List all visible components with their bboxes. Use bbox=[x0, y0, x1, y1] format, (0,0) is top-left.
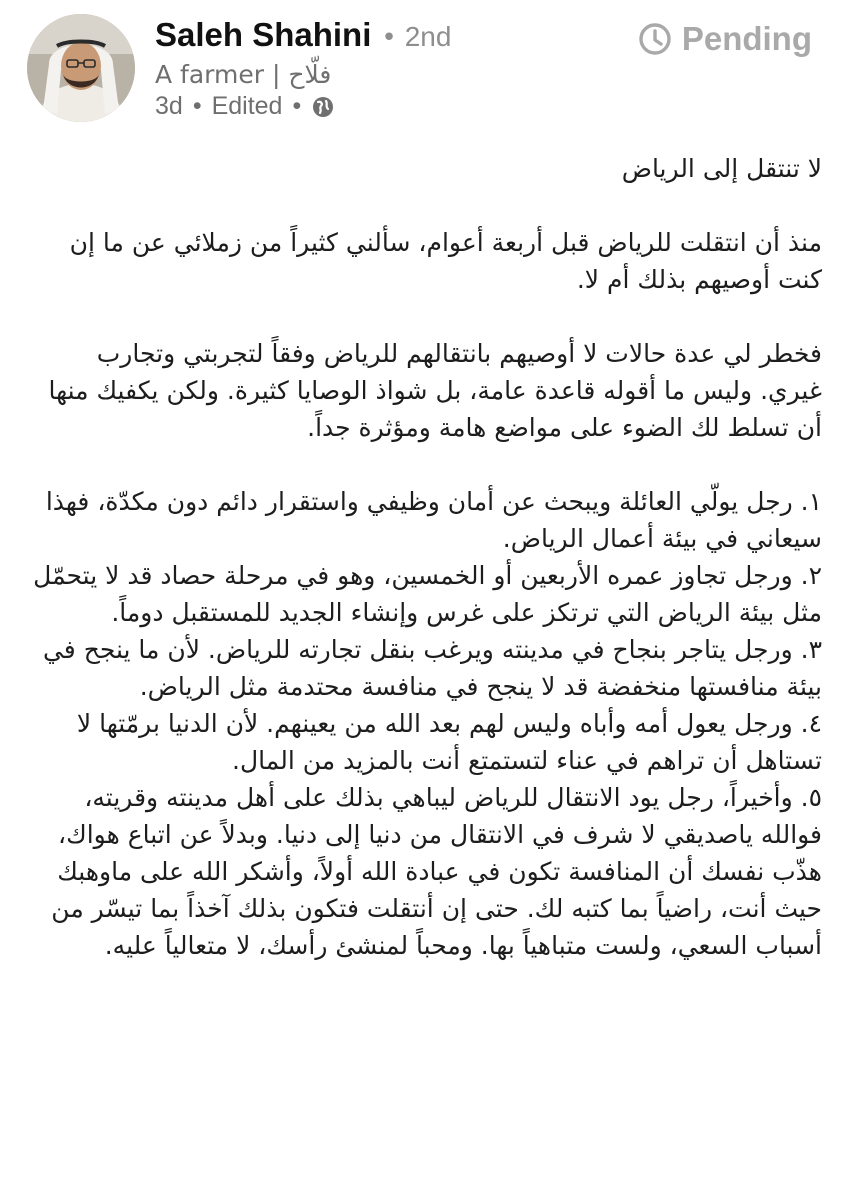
post-point-2: ٢. ورجل تجاوز عمره الأربعين أو الخمسين، وهو في مرحلة حصاد قد لا يتحمّل مثل بيئة الرياض التي ترتكز على غرس وإنشاء الجديد للمستقبل دوماً. bbox=[33, 561, 822, 627]
separator-dot: • bbox=[192, 92, 202, 120]
author-name[interactable]: Saleh Shahini bbox=[155, 16, 372, 53]
edited-label: Edited bbox=[211, 92, 283, 120]
author-name-line bbox=[155, 16, 451, 54]
post-body bbox=[30, 150, 822, 964]
paragraph-gap bbox=[30, 446, 822, 483]
post-point-3: ٣. ورجل يتاجر بنجاح في مدينته ويرغب بنقل تجارته للرياض. لأن ما ينجح في بيئة منافستها منخفضة قد لا ينجح في منافسة محتدمة مثل الرياض. bbox=[42, 635, 822, 701]
post-title: لا تنتقل إلى الرياض bbox=[621, 154, 822, 183]
clock-icon bbox=[638, 22, 672, 56]
pending-button[interactable] bbox=[638, 20, 812, 58]
paragraph-gap bbox=[30, 187, 822, 224]
author-headline: A farmer | فلّاح bbox=[155, 60, 332, 89]
post-point-4: ٤. ورجل يعول أمه وأباه وليس لهم بعد الله من يعينهم. لأن الدنيا برمّتها لا تستاهل أن تراهم في عناء لتستمتع أنت بالمزيد من المال. bbox=[76, 709, 822, 775]
post-time: 3d bbox=[155, 92, 183, 120]
post-point-5: ٥. وأخيراً، رجل يود الانتقال للرياض ليباهي بذلك على أهل مدينته وقريته، فوالله ياصديقي لا شرف في الانتقال من دنيا إلى دنيا. وبدلاً عن اتباع هواك، هذّب نفسك أن المنافسة تكون في عبادة الله أولاً، وأشكر الله على ماوهبك حيث أنت، راضياً بما كتبه لك. حتى إن أنتقلت فتكون بذلك آخذاً بما تيسّر من أسباب السعي، ولست متباهياً بها. ومحباً لمنشئ رأسك، لا متعالياً عليه. bbox=[51, 783, 822, 960]
post-meta bbox=[155, 92, 335, 121]
separator-dot: • bbox=[292, 92, 302, 120]
post-context: فخطر لي عدة حالات لا أوصيهم بانتقالهم للرياض وفقاً لتجربتي وتجارب غيري. وليس ما أقوله قاعدة عامة، بل شواذ الوصايا كثيرة. ولكن يكفيك منها أن تسلط لك الضوء على مواضع هامة ومؤثرة جداً. bbox=[48, 339, 822, 442]
globe-icon bbox=[311, 95, 335, 119]
avatar[interactable] bbox=[27, 14, 135, 122]
profile-photo-icon bbox=[27, 14, 135, 122]
post-point-1: ١. رجل يولّي العائلة ويبحث عن أمان وظيفي واستقرار دائم دون مكدّة، فهذا سيعاني في بيئة أعمال الرياض. bbox=[45, 487, 822, 553]
paragraph-gap bbox=[30, 298, 822, 335]
post-header bbox=[0, 0, 848, 140]
post-intro: منذ أن انتقلت للرياض قبل أربعة أعوام، سألني كثيراً من زملائي عن ما إن كنت أوصيهم بذلك أم لا. bbox=[69, 228, 822, 294]
separator-dot: • bbox=[381, 23, 397, 53]
pending-label: Pending bbox=[681, 20, 812, 57]
connection-degree: 2nd bbox=[404, 21, 452, 52]
